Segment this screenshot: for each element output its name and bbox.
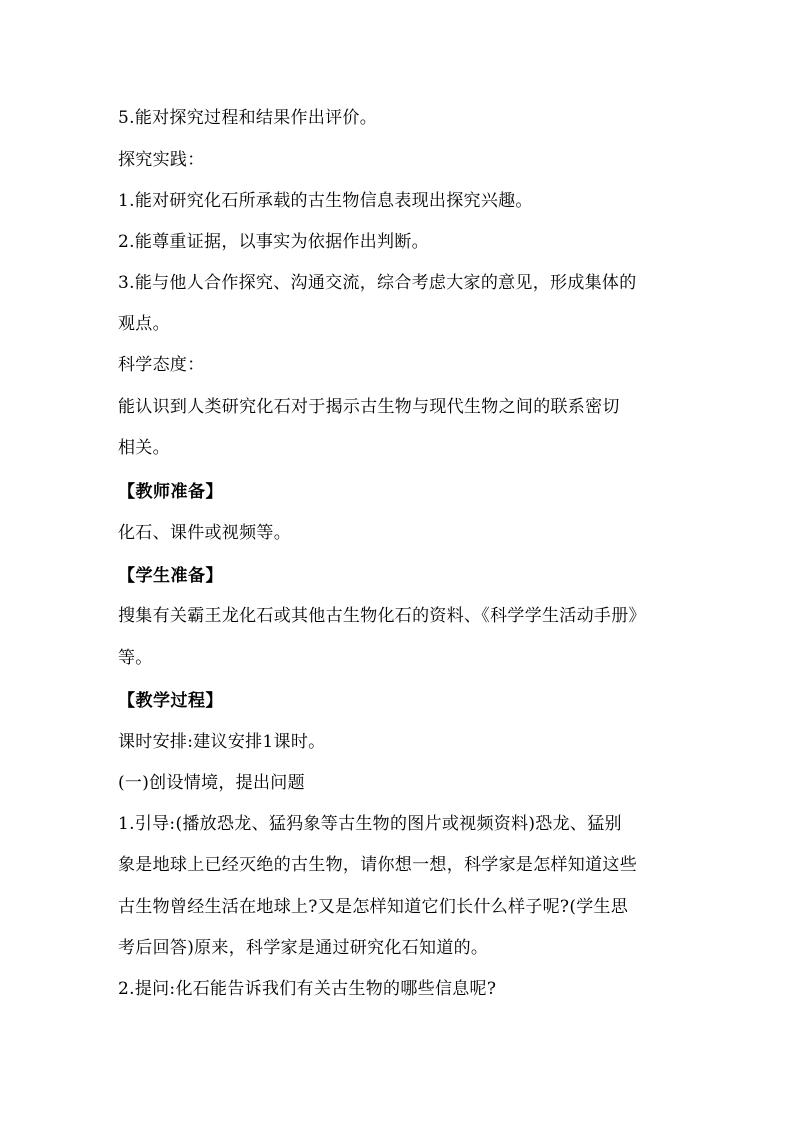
student-preparation-text-continued: 等。: [118, 648, 153, 668]
science-attitude-text: 能认识到人类研究化石对于揭示古生物与现代生物之间的联系密切: [118, 397, 620, 417]
section-one-title: (一)创设情境，提出问题: [118, 773, 305, 793]
evaluation-objective-line: 5.能对探究过程和结果作出评价。: [118, 108, 378, 128]
question-line: 2.提问:化石能告诉我们有关古生物的哪些信息呢?: [118, 979, 497, 999]
inquiry-item-3: 3.能与他人合作探究、沟通交流，综合考虑大家的意见，形成集体的: [118, 273, 637, 293]
teacher-preparation-heading: 【教师准备】: [118, 482, 223, 502]
inquiry-item-3-continued: 观点。: [118, 314, 170, 334]
guidance-line-4: 考后回答)原来，科学家是通过研究化石知道的。: [118, 938, 489, 958]
guidance-line-1: 1.引导:(播放恐龙、猛犸象等古生物的图片或视频资料)恐龙、猛别: [118, 814, 622, 834]
class-arrangement-line: 课时安排:建议安排1课时。: [118, 732, 326, 752]
teaching-process-heading: 【教学过程】: [118, 691, 223, 711]
guidance-line-2: 象是地球上已经灭绝的古生物，请你想一想，科学家是怎样知道这些: [118, 855, 637, 875]
guidance-line-3: 古生物曾经生活在地球上?又是怎样知道它们长什么样子呢?(学生思: [118, 897, 629, 917]
science-attitude-text-continued: 相关。: [118, 438, 170, 458]
science-attitude-label: 科学态度：: [118, 355, 205, 375]
teacher-preparation-text: 化石、课件或视频等。: [118, 523, 291, 543]
inquiry-item-1: 1.能对研究化石所承载的古生物信息表现出探究兴趣。: [118, 191, 533, 211]
inquiry-practice-label: 探究实践：: [118, 150, 205, 170]
inquiry-item-2: 2.能尊重证据，以事实为依据作出判断。: [118, 232, 429, 252]
student-preparation-heading: 【学生准备】: [118, 566, 223, 586]
student-preparation-text: 搜集有关霸王龙化石或其他古生物化石的资料、《科学学生活动手册》: [118, 606, 646, 626]
